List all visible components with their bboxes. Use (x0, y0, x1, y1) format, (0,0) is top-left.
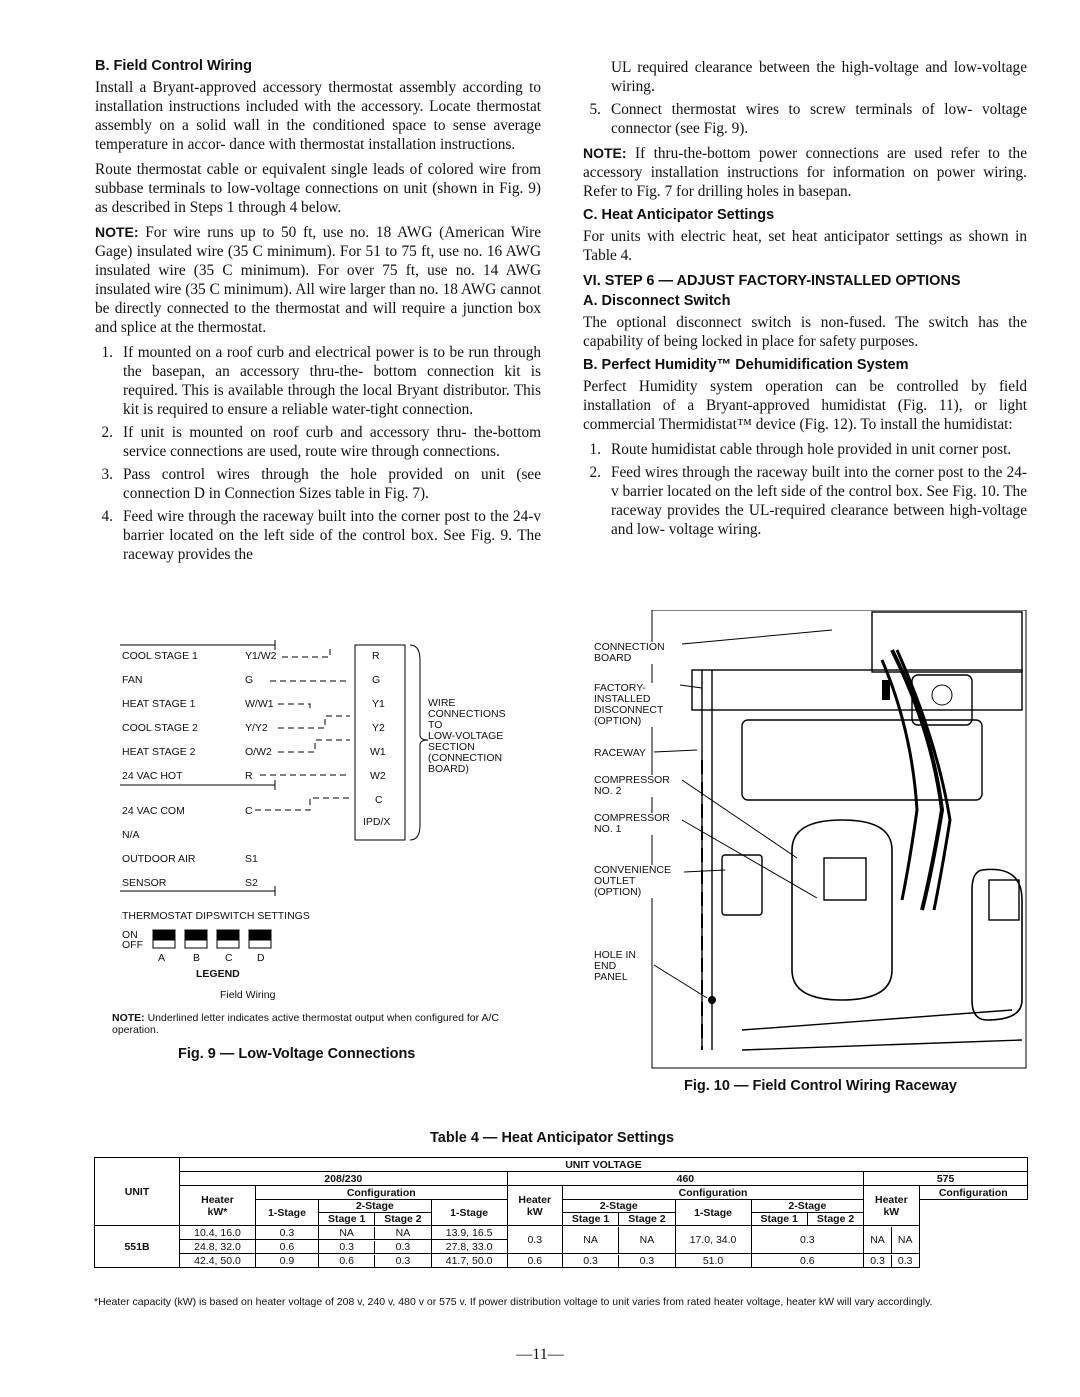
table4-title: Table 4 — Heat Anticipator Settings (430, 1130, 675, 1146)
table-header: 2-Stage Stage 1 Stage 2 (318, 1200, 431, 1226)
fig9-wire-note: WIRE CONNECTIONS TO LOW-VOLTAGE SECTION (CONNECTION BOARD) (428, 697, 506, 775)
table-cell: 0.3 (751, 1226, 864, 1254)
figure-field-control-raceway (592, 610, 1028, 1072)
fig10-label-raceway: RACEWAY (594, 747, 646, 759)
heading-field-control-wiring: B. Field Control Wiring (95, 58, 252, 74)
heading-step6: VI. STEP 6 — ADJUST FACTORY-INSTALLED OPTIONS (583, 273, 961, 289)
table-cell: 0.6 (255, 1240, 318, 1254)
list-item: UL required clearance between the high-voltage and low-voltage wiring. (611, 59, 1027, 95)
fig9-unit-terminal: C (375, 794, 383, 806)
fig10-label-hole: HOLE IN END PANEL (594, 949, 637, 983)
fig10-label-outlet: CONVENIENCE OUTLET (OPTION) (594, 864, 672, 898)
table-header: Heater kW* (180, 1186, 256, 1226)
fig9-row-label: FAN (122, 674, 143, 686)
step-list-left (95, 343, 541, 564)
table-header: 2-Stage Stage 1 Stage 2 (751, 1200, 864, 1226)
fig9-row-label: 24 VAC COM (122, 805, 185, 817)
fig9-unit-terminal: W1 (370, 746, 386, 758)
fig9-thermostat-terminal: S2 (245, 877, 258, 889)
table-cell: 41.7, 50.0 (431, 1254, 507, 1268)
table-header: Heater kW (864, 1186, 919, 1226)
raceway-illustration (592, 610, 1028, 1072)
fig10-label-connection-board: CONNECTION BOARD (594, 641, 665, 664)
table-header: Configuration (562, 1186, 863, 1200)
fig9-thermostat-terminal: Y/Y2 (245, 722, 268, 734)
fig9-unit-terminal: W2 (370, 770, 386, 782)
fig9-dip-onoff: ON OFF (122, 929, 143, 951)
table-header: 208/230 (180, 1172, 508, 1186)
fig10-label-compressor-2: COMPRESSOR NO. 2 (594, 774, 670, 797)
list-item: 2. If unit is mounted on roof curb and accessory thru- the-bottom service connections are used, route wire through connections. (101, 424, 541, 460)
table-cell: 42.4, 50.0 (180, 1254, 256, 1268)
table-header: 1-Stage (255, 1200, 318, 1226)
paragraph-perfect: Perfect Humidity system operation can be controlled by field installation of a Bryant-approved humidistat (Fig. 11), or light commercial Thermidistat™ device (Fig. 12). To install the humidistat: (583, 378, 1027, 433)
fig9-dip-switches (150, 928, 280, 952)
fig9-thermostat-terminal: O/W2 (245, 746, 272, 758)
page-number: —11— (516, 1346, 564, 1363)
table-header: 1-Stage (675, 1200, 751, 1226)
list-item: 1. Route humidistat cable through hole provided in unit corner post. (589, 441, 1012, 458)
heading-perfect-humidity: B. Perfect Humidity™ Dehumidification System (583, 357, 909, 373)
list-item: 4. Feed wire through the raceway built into the corner post to the 24-v barrier located on the left side of the control box. See Fig. 9. The raceway provides the (101, 508, 541, 563)
list-item: 2. Feed wires through the raceway built into the corner post to the 24-v barrier located on the left side of the control box. See Fig. 10. The raceway provides the UL-required clearance between high-voltage and low- voltage wiring. (589, 464, 1027, 538)
table-cell: NA NA (318, 1226, 431, 1240)
list-item: 3. Pass control wires through the hole provided on unit (see connection D in Connection Sizes table in Fig. 7). (101, 466, 541, 502)
table-cell: 0.6 0.3 (318, 1254, 431, 1268)
fig9-row-label: N/A (122, 829, 140, 841)
fig9-dip-title: THERMOSTAT DIPSWITCH SETTINGS (122, 910, 310, 922)
paragraph-disconnect: The optional disconnect switch is non-fused. The switch has the capability of being locked in place for safety purposes. (583, 314, 1027, 350)
wiring-diagram (110, 640, 540, 1010)
paragraph-route: Route thermostat cable or equivalent single leads of colored wire from subbase terminals to low-voltage connections on unit (shown in Fig. 9) as described in Steps 1 through 4 below. (95, 161, 541, 216)
table-header: UNIT VOLTAGE (180, 1158, 1028, 1172)
fig9-unit-terminal: Y1 (372, 698, 385, 710)
table-row (95, 1254, 1028, 1268)
fig9-thermostat-terminal: Y1/W2 (245, 650, 277, 662)
note-thru-bottom: NOTE: If thru-the-bottom power connections are used refer to the accessory installation instructions for information on power wiring. Refer to Fig. 7 for drilling holes in basepan. (583, 145, 1027, 200)
fig9-row-label: COOL STAGE 1 (122, 650, 198, 662)
fig9-unit-terminal: G (372, 674, 381, 686)
fig9-caption: Fig. 9 — Low-Voltage Connections (178, 1046, 416, 1062)
table-cell: 51.0 (675, 1254, 751, 1268)
heading-heat-anticipator: C. Heat Anticipator Settings (583, 207, 775, 223)
fig10-caption: Fig. 10 — Field Control Wiring Raceway (684, 1078, 957, 1094)
fig9-thermostat-terminal: W/W1 (245, 698, 274, 710)
heading-disconnect: A. Disconnect Switch (583, 293, 731, 309)
table-cell: 24.8, 32.0 (180, 1240, 256, 1254)
heat-anticipator-table (94, 1157, 1028, 1268)
fig9-row-label: 24 VAC HOT (122, 770, 183, 782)
fig10-label-disconnect: FACTORY- INSTALLED DISCONNECT (OPTION) (594, 682, 664, 727)
table-header: 460 (507, 1172, 864, 1186)
fig9-note: NOTE: Underlined letter indicates active thermostat output when configured for A/C operation. (112, 1012, 499, 1036)
step-list-right-cont (583, 58, 1027, 138)
table-cell: 0.3 (255, 1226, 318, 1240)
table-cell: 551B (95, 1226, 180, 1268)
note-wire-runs: NOTE: For wire runs up to 50 ft, use no. 18 AWG (American Wire Gage) insulated wire (35 C minimum). For 51 to 75 ft, use no. 16 AWG insulated wire (35 C minimum). For over 75 ft, use no. 14 AWG insulated wire (35 C minimum). All wire larger than no. 18 AWG cannot be directly connected to the thermostat and will require a junction box and splice at the thermostat. (95, 224, 541, 336)
table4-footnote: *Heater capacity (kW) is based on heater voltage of 208 v, 240 v, 480 v or 575 v. If power distribution voltage to unit varies from rated heater voltage, heater kW will vary accordingly. (94, 1296, 933, 1308)
fig9-row-label: SENSOR (122, 877, 167, 889)
fig9-row-label: COOL STAGE 2 (122, 722, 198, 734)
table-header: 2-Stage Stage 1 Stage 2 (562, 1200, 675, 1226)
table-cell: 0.6 (751, 1254, 864, 1268)
fig9-row-label: OUTDOOR AIR (122, 853, 196, 865)
fig9-unit-terminal: IPD/X (363, 816, 391, 828)
table-header: 575 (864, 1172, 1028, 1186)
left-column (95, 58, 541, 570)
fig10-label-compressor-1: COMPRESSOR NO. 1 (594, 812, 670, 835)
fig9-row-label: HEAT STAGE 1 (122, 698, 196, 710)
table-header: Configuration (919, 1186, 1027, 1200)
table-cell: 10.4, 16.0 (180, 1226, 256, 1240)
table-row (95, 1226, 1028, 1240)
list-item: 5. Connect thermostat wires to screw terminals of low- voltage connector (see Fig. 9). (589, 101, 1027, 137)
list-item: 1. If mounted on a roof curb and electrical power is to be run through the basepan, an accessory thru-the- bottom connection kit is required. This is available through the local Bryant distributor. This kit is required to ensure a reliable water-tight connection. (101, 344, 541, 418)
table-cell: 0.6 (507, 1254, 562, 1268)
fig9-thermostat-terminal: C (245, 805, 253, 817)
fig9-unit-terminal: R (372, 650, 380, 662)
table-cell: 13.9, 16.5 (431, 1226, 507, 1240)
figure-low-voltage-connections: COOL STAGE 1 FAN HEAT STAGE 1 COOL STAGE 2 HEAT STAGE 2 24 VAC HOT Y1/W2 G W/W1 Y/Y2 O/W2 R R G Y1 Y2 W1 W2 C IPD/X 24 VAC COM N/A OUTDOOR AIR SENSOR C S1 S2 WIRE CONNECTIONS TO LOW-VOLTAGE SECTION (CONNECTION BOARD) THERMOSTAT DIPSWITCH SETTINGS ON OFF A B C D LEGEND Field Wiring (110, 640, 540, 1040)
table-cell: NA NA (562, 1226, 675, 1254)
table-cell: 0.3 0.3 (318, 1240, 431, 1254)
fig9-thermostat-terminal: S1 (245, 853, 258, 865)
fig9-unit-terminal: Y2 (372, 722, 385, 734)
fig9-thermostat-terminal: R (245, 770, 253, 782)
step-list-right (583, 440, 1027, 539)
table-header: Heater kW (507, 1186, 562, 1226)
table-cell: 0.3 0.3 (864, 1254, 919, 1268)
table-cell: 17.0, 34.0 (675, 1226, 751, 1254)
paragraph-heat: For units with electric heat, set heat anticipator settings as shown in Table 4. (583, 228, 1027, 264)
fig9-legend-title: LEGEND (196, 968, 240, 980)
fig9-thermostat-terminal: G (245, 674, 254, 686)
table-cell: 0.3 (507, 1226, 562, 1254)
fig9-row-label: HEAT STAGE 2 (122, 746, 196, 758)
table-cell: 27.8, 33.0 (431, 1240, 507, 1254)
table-header: Configuration (255, 1186, 507, 1200)
table-cell: NA NA (864, 1226, 919, 1254)
fig9-legend-item: Field Wiring (220, 989, 276, 1001)
table-cell: 0.9 (255, 1254, 318, 1268)
table-header: UNIT (95, 1158, 180, 1226)
right-column (583, 58, 1027, 545)
paragraph-install: Install a Bryant-approved accessory thermostat assembly according to installation instructions included with the accessory. Locate thermostat assembly on a solid wall in the conditioned space to sense average temperature in accor- dance with thermostat installation instructions. (95, 79, 541, 153)
table-cell: 0.3 0.3 (562, 1254, 675, 1268)
table-header: 1-Stage (431, 1200, 507, 1226)
